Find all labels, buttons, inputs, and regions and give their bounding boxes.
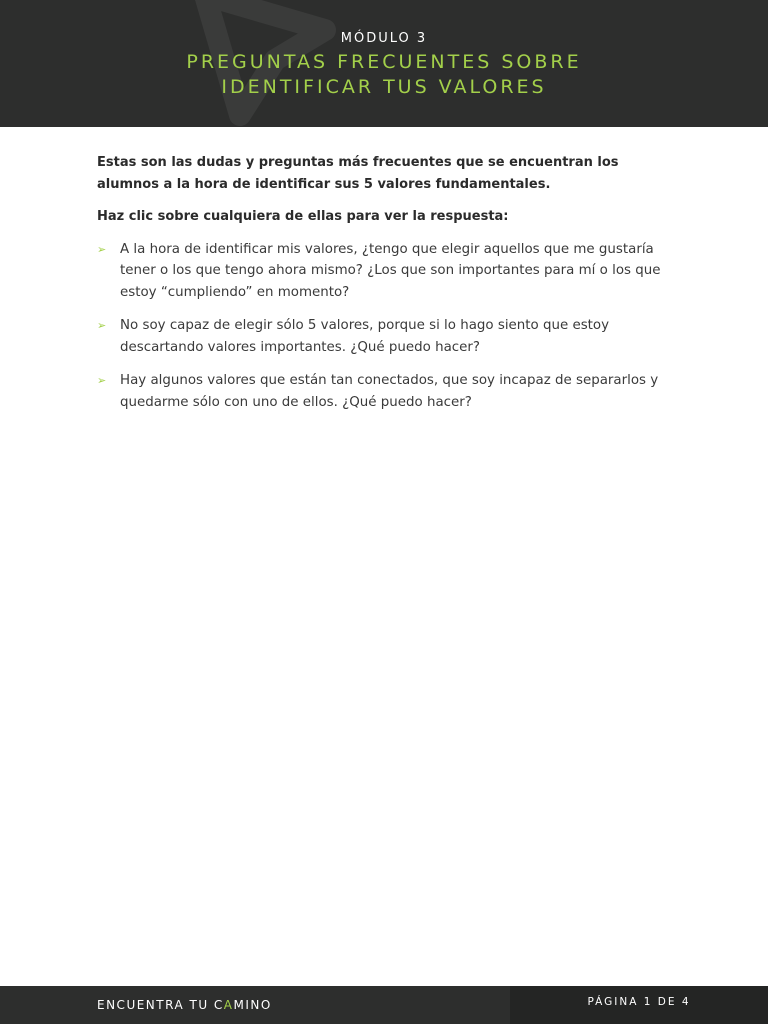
brand-name-part-2: MINO	[233, 998, 272, 1012]
footer-brand-bar	[0, 986, 510, 1024]
brand-name	[97, 997, 272, 1013]
brand-name-part-1: ENCUENTRA TU C	[97, 998, 224, 1012]
main-content	[97, 152, 672, 425]
page-title	[0, 50, 768, 100]
page-header	[0, 0, 768, 127]
faq-question-text[interactable]: Hay algunos valores que están tan conectados, que soy incapaz de separarlos y quedarme sólo con uno de ellos. ¿Qué puedo hacer?	[120, 373, 659, 410]
instruction-paragraph: Haz clic sobre cualquiera de ellas para ver la respuesta:	[97, 209, 509, 224]
intro-paragraph: Estas son las dudas y preguntas más frecuentes que se encuentran los alumnos a la hora de identificar sus 5 valores fundamentales.	[97, 155, 619, 192]
triangle-bullet-icon: ➢	[97, 319, 107, 332]
faq-link-1[interactable]	[97, 239, 672, 304]
brand-name-accent: A	[223, 998, 234, 1012]
module-label: MÓDULO 3	[340, 31, 428, 46]
faq-link-3[interactable]	[97, 370, 672, 413]
faq-question-text[interactable]: No soy capaz de elegir sólo 5 valores, porque si lo hago siento que estoy descartando valores importantes. ¿Qué puedo hacer?	[120, 318, 610, 355]
page-indicator: PÁGINA 1 DE 4	[587, 996, 691, 1008]
faq-question-text[interactable]: A la hora de identificar mis valores, ¿tengo que elegir aquellos que me gustaría tener o los que tengo ahora mismo? ¿Los que son importantes para mí o los que estoy “cumpliendo” en momento?	[120, 241, 661, 300]
footer-page-bar	[510, 986, 768, 1024]
faq-list	[97, 239, 672, 414]
page-title-line-1: PREGUNTAS FRECUENTES SOBRE	[186, 51, 582, 73]
faq-link-2[interactable]	[97, 315, 672, 358]
triangle-bullet-icon: ➢	[97, 374, 107, 387]
triangle-bullet-icon: ➢	[97, 242, 107, 256]
page-title-line-2: IDENTIFICAR TUS VALORES	[221, 76, 547, 98]
